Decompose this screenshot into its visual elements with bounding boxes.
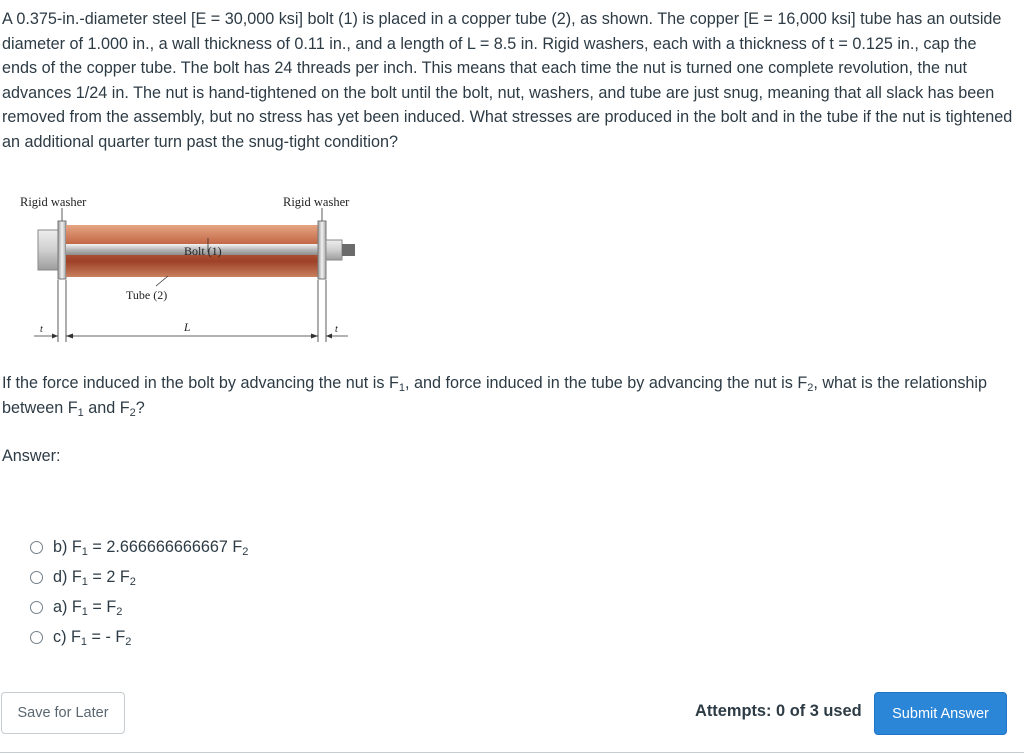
radio-button[interactable]	[30, 541, 43, 554]
radio-button[interactable]	[30, 601, 43, 614]
radio-button[interactable]	[30, 631, 43, 644]
bolt-tube-figure	[18, 190, 363, 350]
rigid-washer-left-label: Rigid washer	[20, 195, 87, 209]
radio-button[interactable]	[30, 571, 43, 584]
bottom-divider	[0, 752, 1024, 753]
option-a[interactable]	[30, 592, 248, 622]
save-for-later-button[interactable]: Save for Later	[1, 692, 125, 734]
length-label: L	[184, 322, 191, 334]
tube-label: Tube (2)	[126, 288, 168, 302]
attempts-counter: Attempts: 0 of 3 used	[695, 702, 862, 720]
option-label: d) $F_1 = 2$ $F_2$	[53, 567, 136, 588]
question-text: If the force induced in the bolt by advancing the nut is $F_1$, and force induced in the tube by advancing the nut is $F_2$, what is the relationship between $F_1$ and $F_2$?	[2, 374, 988, 419]
t-left-label: t	[40, 324, 43, 335]
option-c[interactable]	[30, 622, 248, 652]
submit-answer-button[interactable]: Submit Answer	[874, 692, 1007, 735]
option-d[interactable]	[30, 562, 248, 592]
option-label: c) $F_1$ = - $F_2$	[53, 627, 132, 648]
problem-statement: A 0.375-in.-diameter steel [E = 30,000 ksi] bolt (1) is placed in a copper tube (2), as shown. The copper [E = 16,000 ksi] tube has an outside diameter of 1.000 in., a wall thickness of 0.11 in., and a length of L = 8.5 in. Rigid washers, each with a thickness of t = 0.125 in., cap the ends of the copper tube. The bolt has 24 threads per inch. This means that each time the nut is turned one complete revolution, the nut advances 1/24 in. The nut is hand-tightened on the bolt until the bolt, nut, washers, and tube are just snug, meaning that all slack has been removed from the assembly, but no stress has yet been induced. What stresses are produced in the bolt and in the tube if the nut is tightened an additional quarter turn past the snug-tight condition?	[2, 10, 1013, 151]
left-washer	[58, 221, 66, 279]
answer-options	[30, 532, 248, 652]
option-label: a) $F_1 = F_2$	[53, 597, 123, 618]
nut	[326, 240, 342, 260]
option-label: b) $F_1 = 2.666666666667$ $F_2$	[53, 537, 249, 558]
answer-label: Answer:	[2, 447, 61, 465]
right-washer	[318, 221, 326, 279]
rigid-washer-right-label: Rigid washer	[283, 195, 350, 209]
bolt-head	[38, 230, 58, 270]
option-b[interactable]	[30, 532, 248, 562]
assembly-diagram	[18, 190, 363, 350]
bolt-end	[342, 244, 355, 256]
bolt-label: Bolt (1)	[184, 244, 222, 258]
t-right-label: t	[335, 324, 338, 335]
